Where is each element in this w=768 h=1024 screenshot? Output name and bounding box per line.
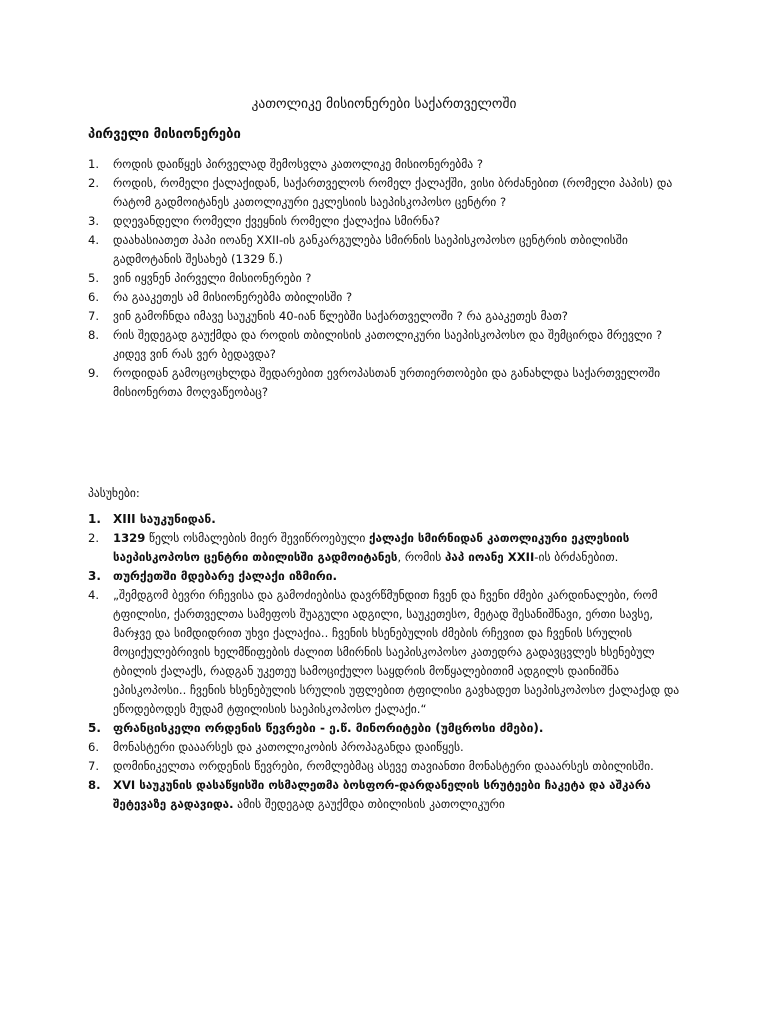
question-text: დაახასიათეთ პაპი იოანე XXII-ის განკარგულება სმირნის საეპისკოპოსო ცენტრის თბილისში გადმოტანის შესახებ (1329 წ.): [113, 233, 628, 266]
section-heading: პირველი მისიონერები: [88, 127, 241, 142]
item-number: 3.: [88, 569, 101, 583]
list-item: [88, 231, 678, 269]
list-item: [88, 288, 678, 307]
answer-highlight: ქალაქი სმირნიდან კათოლიკური ეკლესიის საეპისკოპოსო ცენტრი თბილისში გადმოიტანეს: [113, 531, 630, 564]
item-number: 2.: [88, 176, 100, 190]
list-item: [88, 155, 678, 174]
item-number: 8.: [88, 328, 100, 342]
item-number: 5.: [88, 721, 101, 735]
answers-label: პასუხები:: [88, 486, 140, 500]
question-text: რის შედეგად გაუქმდა და როდის თბილისის კათოლიკური საეპისკოპოსო და შემცირდა მრევლი ? კიდევ ვინ რას ვერ ბედავდა?: [113, 328, 663, 361]
item-number: 3.: [88, 214, 100, 228]
answer-year: 1329: [113, 531, 146, 545]
item-number: 5.: [88, 271, 100, 285]
answer-text: წელს ოსმალების მიერ შევიწროებული: [145, 531, 370, 545]
list-item: [88, 719, 680, 738]
list-item: [88, 212, 678, 231]
answers-list: [88, 510, 680, 814]
list-item: [88, 738, 680, 757]
item-number: 4.: [88, 233, 100, 247]
answer-text: ფრანცისკელი ორდენის წევრები - ე.წ. მინორიტები (უმცროსი ძმები).: [113, 721, 544, 735]
answer-text: -ის ბრძანებით.: [534, 550, 619, 564]
question-text: როდის დაიწყეს პირველად შემოსვლა კათოლიკე მისიონერებმა ?: [113, 157, 483, 171]
item-number: 1.: [88, 512, 101, 526]
answer-text: თურქეთში მდებარე ქალაქი იზმირი.: [113, 569, 338, 583]
answer-text: დომინიკელთა ორდენის წევრები, რომლებმაც ასევე თავიანთი მონასტერი დააარსეს თბილისში.: [113, 759, 654, 773]
list-item: [88, 307, 678, 326]
list-item: [88, 586, 680, 719]
question-text: როდიდან გამოცოცხლდა შედარებით ევროპასთან ურთიერთობები და განახლდა საქართველოში მისიონერთა მოღვაწეობაც?: [113, 366, 661, 399]
item-number: 9.: [88, 366, 100, 380]
item-number: 2.: [88, 531, 100, 545]
answer-highlight: პაპ იოანე XXII: [445, 550, 535, 564]
list-item: [88, 326, 678, 364]
answer-text: , რომის: [397, 550, 446, 564]
list-item: [88, 364, 678, 402]
item-number: 7.: [88, 759, 100, 773]
question-text: რა გააკეთეს ამ მისიონერებმა თბილისში ?: [113, 290, 353, 304]
question-text: როდის, რომელი ქალაქიდან, საქართველოს რომელ ქალაქში, ვისი ბრძანებით (რომელი პაპის) და რატომ გადმოიტანეს კათოლიკური ეკლესიის საეპისკოპოსო ცენტრი ?: [113, 176, 673, 209]
list-item: [88, 174, 678, 212]
questions-list: [88, 155, 678, 402]
item-number: 6.: [88, 290, 100, 304]
list-item: [88, 269, 678, 288]
answer-text: ამის შედეგად გაუქმდა თბილისის კათოლიკური: [233, 797, 505, 811]
answer-highlight: XVI საუკუნის დასაწყისში ოსმალეთმა ბოსფორ-დარდანელის სრუტეები ჩაკეტა და აშკარა შეტევაზე გადავიდა.: [113, 778, 651, 811]
answer-quote: „შემდგომ ბევრი რჩევისა და გამოძიებისა დავრწმუნდით ჩვენ და ჩვენი ძმები კარდინალები, რომ ტფილისი, ქართველთა სამეფოს შუაგული ადგილი, საუკეთესო, მეტად შესანიშნავი, ერთი სავსე, მარჯვე და სიმდიდრით უხვი ქალაქია.. ჩვენის ხსენებულის ძმების რჩევით და ჩვენის სრულის მოციქულებრივის ხელმწიფების ძალით სმირნის საეპისკოპოსო კათედრა გადავცვლეს ხსენებულ ტბილის ქალაქს, რადგან უკეთეუ სამოციქულო საყდრის მოწყალებითიმ ადგილს დაინიშნა ეპისკოპოსი.. ჩვენის ხსენებულის სრულის უფლებით ტფილისი გავხადეთ საეპისკოპოსო ქალაქად და ეწოდებოდეს მუდამ ტფილისის საეპისკოპოსო ქალაქი.“: [113, 588, 680, 716]
item-number: 7.: [88, 309, 100, 323]
answer-text: მონასტერი დააარსეს და კათოლიკობის პროპაგანდა დაიწყეს.: [113, 740, 464, 754]
document-title: კათოლიკე მისიონერები საქართველოში: [251, 96, 517, 112]
item-number: 4.: [88, 588, 100, 602]
list-item: [88, 757, 680, 776]
list-item: [88, 510, 680, 529]
list-item: [88, 567, 680, 586]
list-item: [88, 529, 680, 567]
list-item: [88, 776, 680, 814]
item-number: 6.: [88, 740, 100, 754]
answer-text: XIII საუკუნიდან.: [113, 512, 216, 526]
item-number: 8.: [88, 778, 101, 792]
question-text: დღევანდელი რომელი ქვეყნის რომელი ქალაქია სმირნა?: [113, 214, 440, 228]
question-text: ვინ გამოჩნდა იმავე საუკუნის 40-იან წლებში საქართველოში ? რა გააკეთეს მათ?: [113, 309, 568, 323]
question-text: ვინ იყვნენ პირველი მისიონერები ?: [113, 271, 312, 285]
item-number: 1.: [88, 157, 100, 171]
